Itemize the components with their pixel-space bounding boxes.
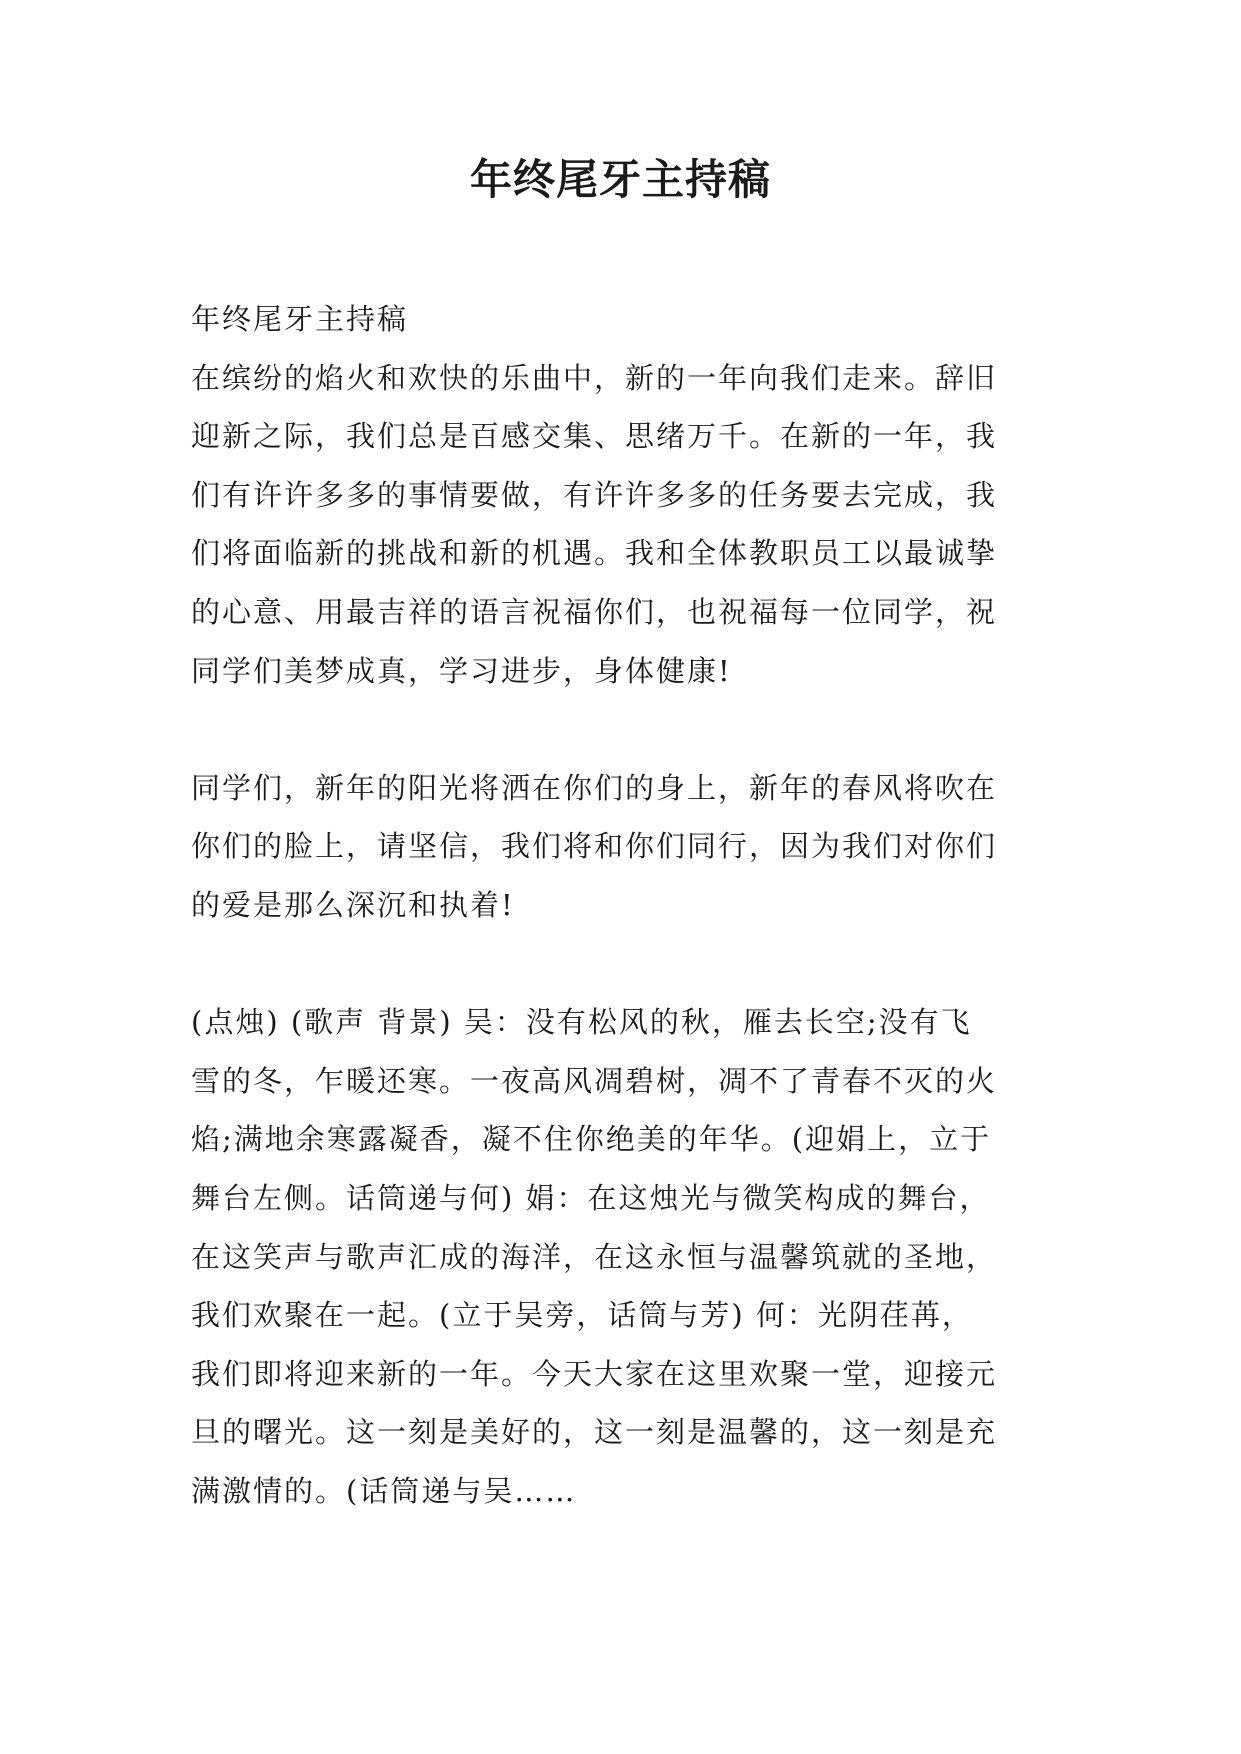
text-line: 同学们，新年的阳光将洒在你们的身上，新年的春风将吹在 — [191, 770, 998, 805]
paragraph-gap — [191, 935, 1061, 994]
text-line: 在缤纷的焰火和欢快的乐曲中，新的一年向我们走来。辞旧 — [191, 360, 998, 395]
text-line: 在这笑声与歌声汇成的海洋，在这永恒与温馨筑就的圣地， — [191, 1239, 998, 1274]
paragraph-1 — [191, 349, 1061, 701]
text-line: 同学们美梦成真，学习进步，身体健康! — [191, 653, 732, 688]
document-body — [191, 290, 1061, 1520]
document-title: 年终尾牙主持稿 — [469, 155, 771, 204]
paragraph-3 — [191, 993, 1061, 1520]
text-line: 迎新之际，我们总是百感交集、思绪万千。在新的一年，我 — [191, 419, 998, 454]
text-line: 舞台左侧。话筒递与何) 娟：在这烛光与微笑构成的舞台， — [191, 1180, 991, 1215]
text-line: 们有许许多多的事情要做，有许许多多的任务要去完成，我 — [191, 477, 998, 512]
text-line: 焰;满地余寒露凝香，凝不住你绝美的年华。(迎娟上，立于 — [191, 1122, 992, 1157]
text-line: 满激情的。(话筒递与吴…… — [191, 1473, 577, 1508]
text-line: 的爱是那么深沉和执着! — [191, 887, 515, 922]
paragraph-2 — [191, 759, 1061, 935]
text-line: 你们的脸上，请坚信，我们将和你们同行，因为我们对你们 — [191, 829, 998, 864]
text-line: 旦的曙光。这一刻是美好的，这一刻是温馨的，这一刻是充 — [191, 1415, 998, 1450]
text-line: 们将面临新的挑战和新的机遇。我和全体教职员工以最诚挚 — [191, 536, 998, 571]
text-line: 我们即将迎来新的一年。今天大家在这里欢聚一堂，迎接元 — [191, 1356, 998, 1391]
text-line: 的心意、用最吉祥的语言祝福你们，也祝福每一位同学，祝 — [191, 594, 998, 629]
paragraph-gap — [191, 700, 1061, 759]
text-line: 雪的冬，乍暖还寒。一夜高风凋碧树，凋不了青春不灭的火 — [191, 1063, 998, 1098]
document-subtitle: 年终尾牙主持稿 — [191, 302, 409, 336]
text-line: (点烛) (歌声 背景) 吴：没有松风的秋，雁去长空;没有飞 — [191, 1005, 972, 1040]
text-line: 我们欢聚在一起。(立于吴旁，话筒与芳) 何：光阴荏苒， — [191, 1298, 973, 1333]
